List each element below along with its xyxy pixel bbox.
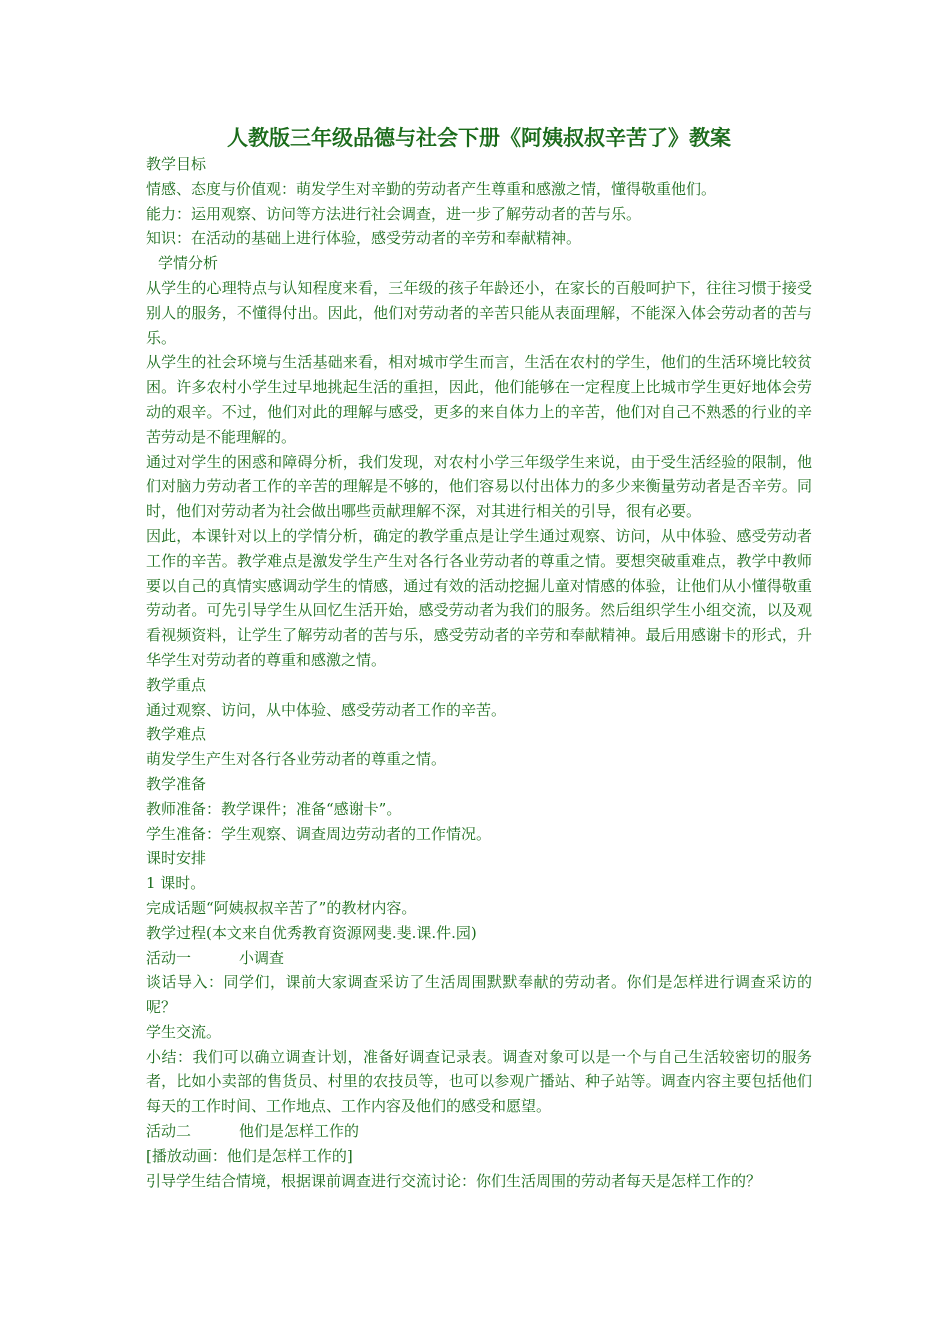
activity-two-discussion: 引导学生结合情境，根据课前调查进行交流讨论：你们生活周围的劳动者每天是怎样工作的？ <box>146 1171 762 1190</box>
activity-one-label: 活动一 <box>146 948 192 967</box>
heading-student-analysis: 学情分析 <box>158 254 219 273</box>
teacher-preparation: 教师准备：教学课件；准备“感谢卡”。 <box>146 799 402 818</box>
activity-one-heading <box>146 946 812 971</box>
heading-schedule: 课时安排 <box>146 849 207 868</box>
heading-key-points: 教学重点 <box>146 675 207 694</box>
schedule-hours: 1 课时。 <box>146 874 206 893</box>
goal-knowledge: 知识：在活动的基础上进行体验，感受劳动者的辛劳和奉献精神。 <box>146 229 582 248</box>
difficulties-text: 萌发学生产生对各行各业劳动者的尊重之情。 <box>146 750 447 769</box>
paragraph-obstacle-analysis: 通过对学生的困惑和障碍分析，我们发现，对农村小学三年级学生来说，由于受生活经验的限制，他们对脑力劳动者工作的辛苦的理解是不够的，他们容易以付出体力的多少来衡量劳动者是否辛劳。同时，他们对劳动者为社会做出哪些贡献理解不深，对其进行相关的引导，很有必要。 <box>146 452 812 521</box>
activity-two-heading <box>146 1119 812 1144</box>
paragraph-conclusion: 因此，本课针对以上的学情分析，确定的教学重点是让学生通过观察、访问，从中体验、感受劳动者工作的辛苦。教学难点是激发学生产生对各行各业劳动者的尊重之情。要想突破重难点，教学中教师要以自己的真情实感调动学生的情感，通过有效的活动挖掘儿童对情感的体验，让他们从小懂得敬重劳动者。可先引导学生从回忆生活开始，感受劳动者为我们的服务。然后组织学生小组交流，以及观看视频资料，让学生了解劳动者的苦与乐，感受劳动者的辛劳和奉献精神。最后用感谢卡的形式，升华学生对劳动者的尊重和感激之情。 <box>146 526 812 669</box>
activity-two-label: 活动二 <box>146 1122 192 1141</box>
paragraph-social-environment: 从学生的社会环境与生活基础来看，相对城市学生而言，生活在农村的学生，他们的生活环境比较贫困。许多农村小学生过早地挑起生活的重担，因此，他们能够在一定程度上比城市学生更好地体会劳动的艰辛。不过，他们对此的理解与感受，更多的来自体力上的辛苦，他们对自己不熟悉的行业的辛苦劳动是不能理解的。 <box>146 353 812 446</box>
heading-process: 教学过程(本文来自优秀教育资源网斐.斐.课.件.园) <box>146 923 477 942</box>
heading-difficulties: 教学难点 <box>146 725 207 744</box>
activity-one-exchange: 学生交流。 <box>146 1022 222 1041</box>
activity-one-summary: 小结：我们可以确立调查计划，准备好调查记录表。调查对象可以是一个与自己生活较密切的服务者，比如小卖部的售货员、村里的农技员等，也可以参观广播站、种子站等。调查内容主要包括他们每天的工作时间、工作地点、工作内容及他们的感受和愿望。 <box>146 1047 812 1116</box>
activity-one-title: 小调查 <box>239 948 285 967</box>
activity-two-title: 他们是怎样工作的 <box>239 1122 360 1141</box>
heading-preparation: 教学准备 <box>146 774 207 793</box>
key-points-text: 通过观察、访问，从中体验、感受劳动者工作的辛苦。 <box>146 700 507 719</box>
goal-ability: 能力：运用观察、访问等方法进行社会调查，进一步了解劳动者的苦与乐。 <box>146 204 642 223</box>
document-title: 人教版三年级品德与社会下册《阿姨叔叔辛苦了》教案 <box>227 125 731 150</box>
schedule-content: 完成话题“阿姨叔叔辛苦了”的教材内容。 <box>146 898 417 917</box>
activity-one-intro: 谈话导入：同学们，课前大家调查采访了生活周围默默奉献的劳动者。你们是怎样进行调查采访的呢？ <box>146 973 812 1017</box>
heading-teaching-goals: 教学目标 <box>146 155 207 173</box>
goal-emotion: 情感、态度与价值观：萌发学生对辛勤的劳动者产生尊重和感激之情，懂得敬重他们。 <box>146 179 717 198</box>
document-page <box>146 122 812 1193</box>
paragraph-psychology: 从学生的心理特点与认知程度来看，三年级的孩子年龄还小，在家长的百般呵护下，往往习惯于接受别人的服务，不懂得付出。因此，他们对劳动者的辛苦只能从表面理解，不能深入体会劳动者的苦与乐。 <box>146 278 812 347</box>
activity-two-animation: [播放动画：他们是怎样工作的] <box>146 1146 353 1165</box>
student-preparation: 学生准备：学生观察、调查周边劳动者的工作情况。 <box>146 824 492 843</box>
